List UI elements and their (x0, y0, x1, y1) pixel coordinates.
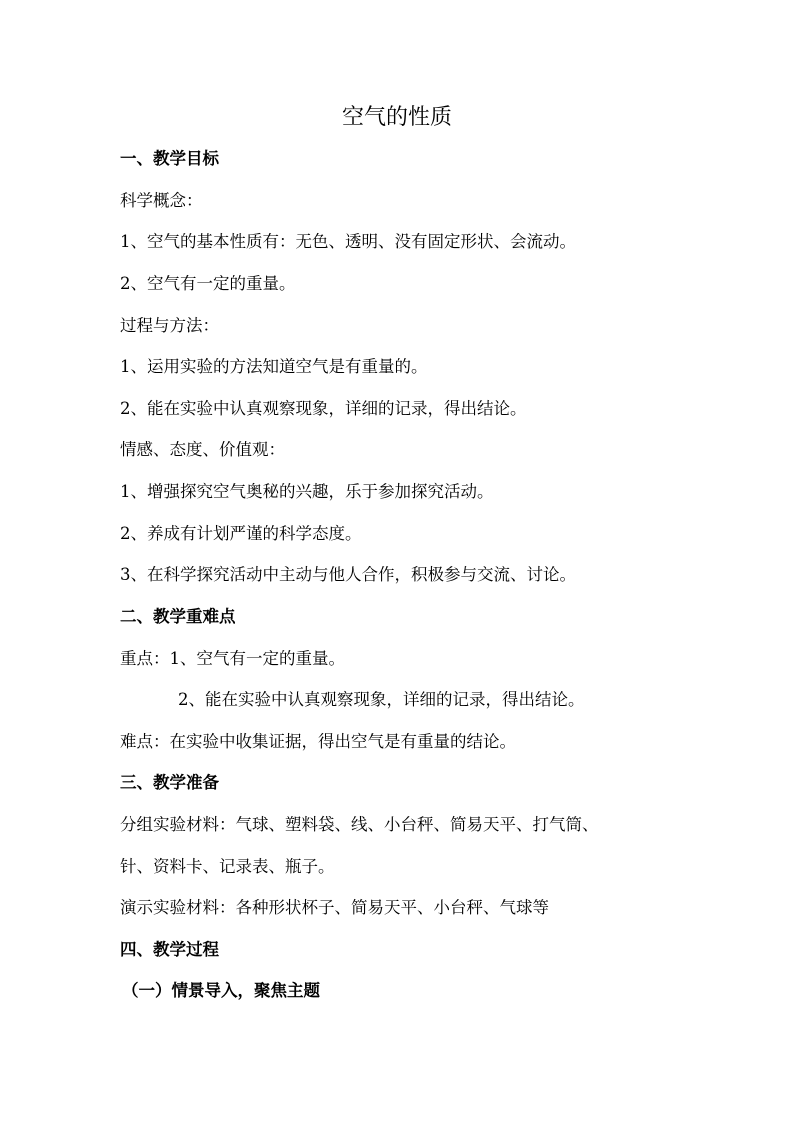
group-materials-continued: 针、资料卡、记录表、瓶子。 (120, 857, 335, 876)
concept-item: 1、空气的基本性质有：无色、透明、没有固定形状、会流动。 (120, 232, 576, 251)
section-heading-objectives: 一、教学目标 (120, 149, 219, 168)
attitude-item: 3、在科学探究活动中主动与他人合作，积极参与交流、讨论。 (120, 565, 576, 584)
key-point: 重点：1、空气有一定的重量。 (120, 649, 345, 668)
concept-item: 2、空气有一定的重量。 (120, 274, 296, 293)
key-point: 2、能在实验中认真观察现象，详细的记录，得出结论。 (178, 690, 585, 709)
process-item: 1、运用实验的方法知道空气是有重量的。 (120, 357, 428, 376)
process-subheading: （一）情景导入，聚焦主题 (122, 981, 320, 1000)
difficulty-point: 难点：在实验中收集证据，得出空气是有重量的结论。 (120, 732, 516, 751)
process-item: 2、能在实验中认真观察现象，详细的记录，得出结论。 (120, 399, 527, 418)
attitude-label: 情感、态度、价值观： (120, 440, 285, 459)
section-heading-preparation: 三、教学准备 (120, 773, 219, 792)
section-heading-key-points: 二、教学重难点 (120, 607, 236, 626)
attitude-item: 1、增强探究空气奥秘的兴趣，乐于参加探究活动。 (120, 482, 494, 501)
group-materials: 分组实验材料：气球、塑料袋、线、小台秤、简易天平、打气筒、 (120, 815, 599, 834)
demo-materials: 演示实验材料：各种形状杯子、简易天平、小台秤、气球等 (120, 898, 549, 917)
concept-label: 科学概念： (120, 191, 203, 210)
process-label: 过程与方法： (120, 316, 219, 335)
document-title: 空气的性质 (341, 105, 452, 130)
section-heading-process: 四、教学过程 (120, 940, 219, 959)
attitude-item: 2、养成有计划严谨的科学态度。 (120, 524, 362, 543)
